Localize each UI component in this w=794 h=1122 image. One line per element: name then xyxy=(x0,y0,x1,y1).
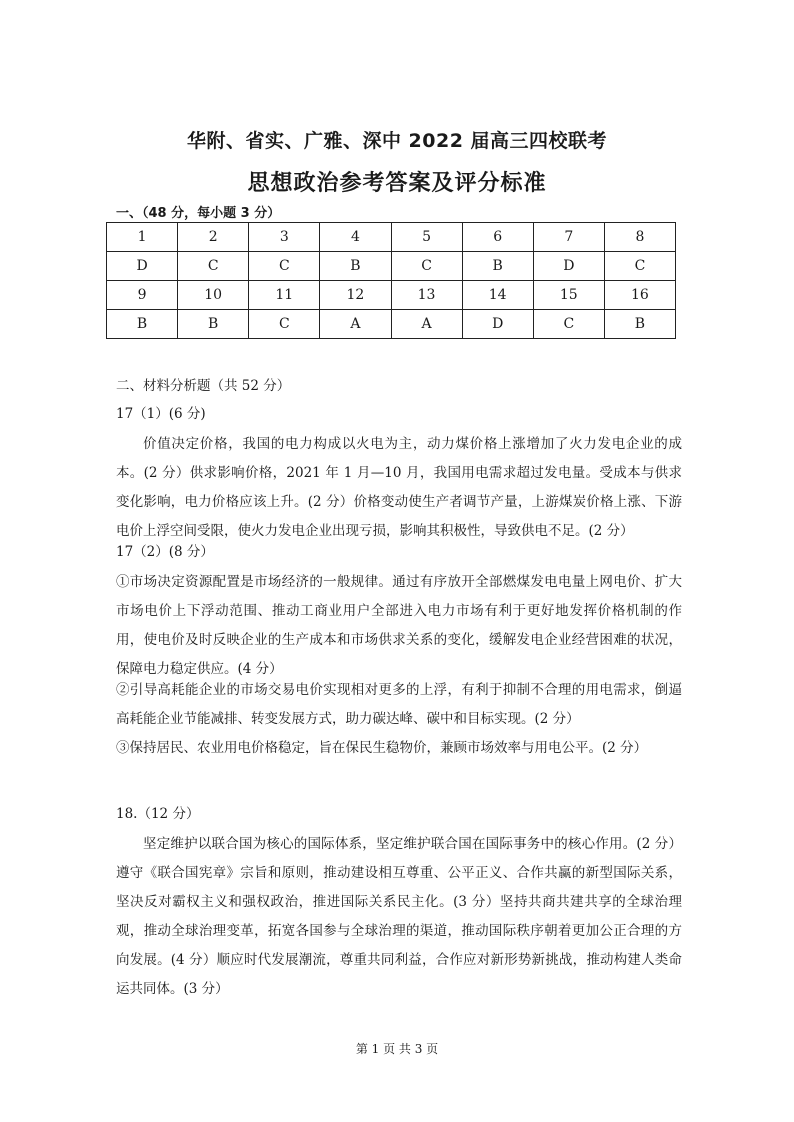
table-cell: B xyxy=(320,252,391,281)
q17-2-point-2: ②引导高耗能企业的市场交易电价实现相对更多的上浮，有利于抑制不合理的用电需求，倒逼高耗能企业节能减排、转变发展方式，助力碳达峰、碳中和目标实现。(2 分） xyxy=(116,682,682,727)
table-row xyxy=(107,252,676,281)
table-cell: A xyxy=(391,310,462,339)
table-cell: 16 xyxy=(604,281,675,310)
q17-2-point-3: ③保持居民、农业用电价格稳定，旨在保民生稳物价，兼顾市场效率与用电公平。(2 分） xyxy=(116,740,648,756)
table-cell: D xyxy=(107,252,178,281)
table-cell: 13 xyxy=(391,281,462,310)
q17-1-label: 17（1）(6 分) xyxy=(116,406,206,422)
table-cell: C xyxy=(178,252,249,281)
table-cell: 4 xyxy=(320,223,391,252)
table-cell: C xyxy=(533,310,604,339)
table-cell: B xyxy=(178,310,249,339)
section1-heading: 一、（48 分，每小题 3 分） xyxy=(116,206,281,221)
page-title: 华附、省实、广雅、深中 2022 届高三四校联考 xyxy=(186,130,608,152)
q17-1-answer: 价值决定价格，我国的电力构成以火电为主，动力煤价格上涨增加了火力发电企业的成本。(2 分）供求影响价格，2021 年 1 月—10 月，我国用电需求超过发电量。受成本与供求变化影响，电力价格应该上升。(2 分）价格变动使生产者调节产量，上游煤炭价格上涨、下游电价上浮空间受限，使火力发电企业出现亏损，影响其积极性，导致供电不足。(2 分） xyxy=(116,436,682,539)
q18-answer: 坚定维护以联合国为核心的国际体系，坚定维护联合国在国际事务中的核心作用。(2 分）遵守《联合国宪章》宗旨和原则，推动建设相互尊重、公平正义、合作共赢的新型国际关系，坚决反对霸权主义和强权政治，推进国际关系民主化。(3 分）坚持共商共建共享的全球治理观，推动全球治理变革，拓宽各国参与全球治理的渠道，推动国际秩序朝着更加公正合理的方向发展。(4 分）顺应时代发展潮流，尊重共同利益，合作应对新形势新挑战，推动构建人类命运共同体。(3 分） xyxy=(116,836,682,997)
table-cell: C xyxy=(604,252,675,281)
table-cell: 7 xyxy=(533,223,604,252)
table-cell: 9 xyxy=(107,281,178,310)
table-cell: B xyxy=(107,310,178,339)
table-cell: 5 xyxy=(391,223,462,252)
table-cell: A xyxy=(320,310,391,339)
table-cell: B xyxy=(604,310,675,339)
page-number: 第 1 页 共 3 页 xyxy=(355,1042,439,1056)
answer-table xyxy=(106,222,676,339)
section2-heading: 二、材料分析题（共 52 分） xyxy=(116,378,291,394)
table-row xyxy=(107,310,676,339)
table-cell: 3 xyxy=(249,223,320,252)
table-cell: 11 xyxy=(249,281,320,310)
q18-label: 18.（12 分） xyxy=(116,806,200,822)
table-cell: 8 xyxy=(604,223,675,252)
table-cell: C xyxy=(249,252,320,281)
table-cell: 15 xyxy=(533,281,604,310)
table-row xyxy=(107,281,676,310)
table-cell: D xyxy=(462,310,533,339)
table-cell: 10 xyxy=(178,281,249,310)
table-cell: D xyxy=(533,252,604,281)
q17-2-point-1: ①市场决定资源配置是市场经济的一般规律。通过有序放开全部燃煤发电电量上网电价、扩大市场电价上下浮动范围、推动工商业用户全部进入电力市场有利于更好地发挥价格机制的作用，使电价及时反映企业的生产成本和市场供求关系的变化，缓解发电企业经营困难的状况，保障电力稳定供应。(4 分） xyxy=(116,574,682,677)
table-cell: 1 xyxy=(107,223,178,252)
table-cell: C xyxy=(391,252,462,281)
page-subtitle: 思想政治参考答案及评分标准 xyxy=(247,171,547,196)
q17-2-label: 17（2）(8 分） xyxy=(116,544,214,560)
table-cell: 12 xyxy=(320,281,391,310)
table-cell: B xyxy=(462,252,533,281)
table-cell: C xyxy=(249,310,320,339)
table-cell: 2 xyxy=(178,223,249,252)
table-cell: 6 xyxy=(462,223,533,252)
table-row xyxy=(107,223,676,252)
table-cell: 14 xyxy=(462,281,533,310)
